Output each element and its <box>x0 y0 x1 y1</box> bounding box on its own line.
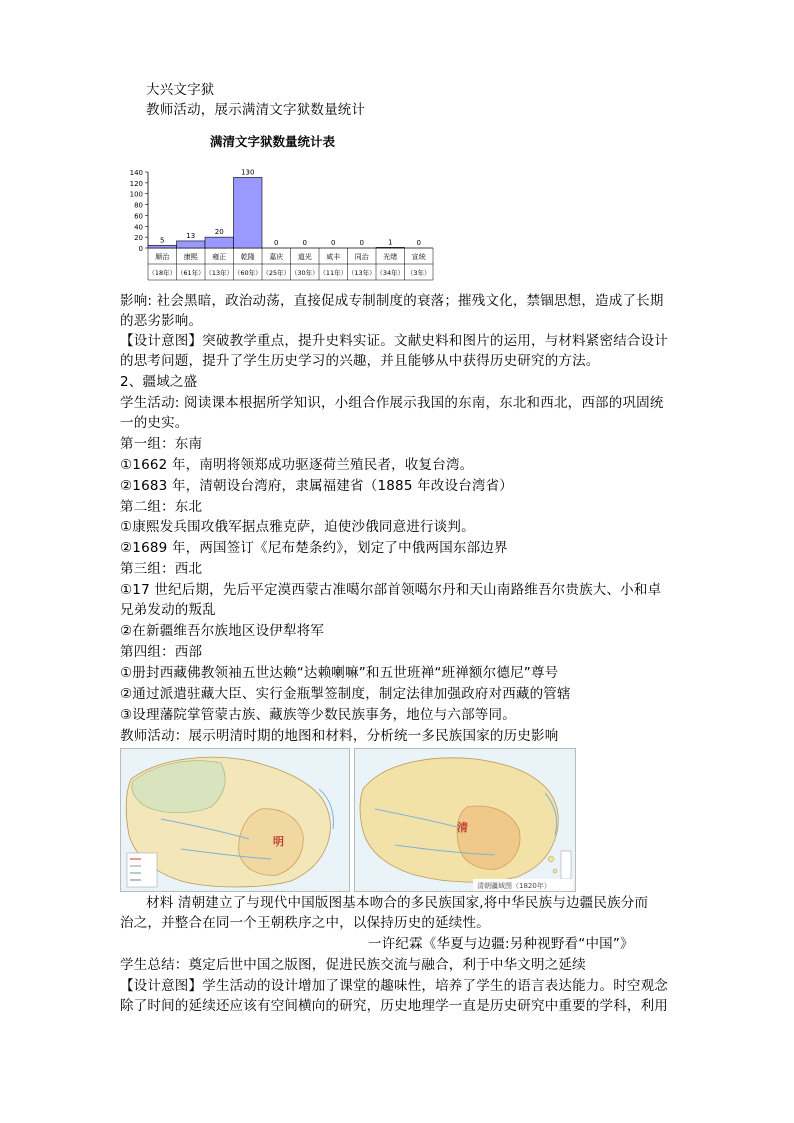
group-3-item-2: ②在新疆维吾尔族地区设伊犁将军 <box>120 623 325 639</box>
material-citation: 一许纪霖《华夏与边疆:另种视野看“中国”》 <box>368 936 634 952</box>
ming-label: 明 <box>273 835 284 848</box>
y-tick-label-1: 20 <box>134 234 143 243</box>
group-2-heading: 第二组：东北 <box>120 499 203 515</box>
data-label-道光: 0 <box>302 239 307 247</box>
student-summary: 学生总结：奠定后世中国之版图，促进民族交流与融合，利于中华文明之延续 <box>120 957 586 973</box>
design-intent-2: 【设计意图】学生活动的设计增加了课堂的趣味性，培养了学生的语言表达能力。时空观念 <box>120 978 668 994</box>
duration-label-3: （60年） <box>233 269 262 277</box>
qing-label: 清 <box>457 821 468 834</box>
teacher-activity-1: 教师活动，展示满清文字狱数量统计 <box>146 102 366 118</box>
duration-label-2: （13年） <box>205 269 234 277</box>
y-tick-label-0: 0 <box>138 245 143 253</box>
category-label-4: 嘉庆 <box>269 253 284 261</box>
duration-label-6: （11年） <box>319 269 348 277</box>
group-3-item-1-cont: 兄弟发动的叛乱 <box>120 602 216 618</box>
bar-光绪 <box>376 247 405 248</box>
bar-顺治 <box>148 245 177 248</box>
category-label-9: 宣统 <box>411 253 426 261</box>
ming-map <box>120 748 350 892</box>
data-label-咸丰: 0 <box>331 239 336 247</box>
paragraph-influence: 影响: 社会黑暗，政治动荡，直接促成专制制度的衰落；摧残文化，禁锢思想，造成了长期 <box>120 293 664 309</box>
section-heading-territory: 2、疆域之盛 <box>120 374 198 390</box>
duration-label-5: （30年） <box>290 269 319 277</box>
group-1-heading: 第一组：东南 <box>120 436 203 452</box>
y-tick-label-3: 60 <box>134 212 143 221</box>
data-label-嘉庆: 0 <box>274 239 279 247</box>
data-label-光绪: 1 <box>388 238 393 247</box>
group-2-item-2: ②1689 年，两国签订《尼布楚条约》，划定了中俄两国东部边界 <box>120 540 508 556</box>
group-3-heading: 第三组：西北 <box>120 561 203 577</box>
bar-乾隆 <box>234 177 263 248</box>
material-text-cont: 治之，并整合在同一个王朝秩序之中，以保持历史的延续性。 <box>120 915 490 931</box>
duration-label-8: （34年） <box>376 269 405 277</box>
data-label-雍正: 20 <box>214 228 224 237</box>
y-tick-label-6: 120 <box>129 179 143 188</box>
duration-label-4: （25年） <box>262 269 291 277</box>
design-intent-1-cont: 的思考问题，提升了学生历史学习的兴趣，并且能够从中获得历史研究的方法。 <box>120 353 600 369</box>
category-label-2: 雍正 <box>212 253 227 261</box>
category-label-1: 康熙 <box>183 253 198 261</box>
duration-label-9: （3年） <box>406 269 431 277</box>
data-label-宣统: 0 <box>416 239 421 247</box>
duration-label-1: （61年） <box>176 269 205 277</box>
design-intent-2-cont: 除了时间的延续还应该有空间横向的研究，历史地理学一直是历史研究中重要的学科，利用 <box>120 998 668 1014</box>
group-4-heading: 第四组：西部 <box>120 644 203 660</box>
data-label-同治: 0 <box>359 239 364 247</box>
group-4-item-2: ②通过派遣驻藏大臣、实行金瓶掣签制度，制定法律加强政府对西藏的管辖 <box>120 686 571 702</box>
data-label-顺治: 5 <box>160 236 165 245</box>
duration-label-7: （13年） <box>347 269 376 277</box>
category-label-6: 咸丰 <box>326 253 341 261</box>
group-4-item-3: ③设理藩院掌管蒙古族、藏族等少数民族事务，地位与六部等同。 <box>120 707 516 723</box>
student-activity-cont: 一的史实。 <box>120 415 189 431</box>
teacher-activity-2: 教师活动：展示明清时期的地图和材料，分析统一多民族国家的历史影响 <box>120 728 559 744</box>
qing-map <box>354 748 576 892</box>
group-3-item-1: ①17 世纪后期，先后平定漠西蒙古准噶尔部首领噶尔丹和天山南路维吾尔贵族大、小和卓 <box>120 582 662 598</box>
heading-wenziyu: 大兴文字狱 <box>146 82 215 98</box>
bar-雍正 <box>205 237 234 248</box>
y-tick-label-2: 40 <box>134 223 143 232</box>
qing-map-caption: 清朝疆域图（1820年） <box>477 882 551 890</box>
student-activity: 学生活动: 阅读课本根据所学知识，小组合作展示我国的东南，东北和西北，西部的巩固统 <box>120 395 664 411</box>
category-label-7: 同治 <box>354 253 369 261</box>
data-label-乾隆: 130 <box>241 168 255 177</box>
group-1-item-2: ②1683 年，清朝设台湾府，隶属福建省（1885 年改设台湾省） <box>120 478 513 494</box>
design-intent-1: 【设计意图】突破教学重点，提升史料实证。文献史料和图片的运用，与材料紧密结合设计 <box>120 333 668 349</box>
bar-康熙 <box>177 241 206 248</box>
data-label-康熙: 13 <box>186 231 196 240</box>
y-tick-label-4: 80 <box>134 201 143 210</box>
group-4-item-1: ①册封西藏佛教领袖五世达赖“达赖喇嘛”和五世班禅“班禅额尔德尼”尊号 <box>120 665 559 681</box>
material-text: 材料 清朝建立了与现代中国版图基本吻合的多民族国家,将中华民族与边疆民族分而 <box>146 895 649 911</box>
y-tick-label-7: 140 <box>129 169 143 177</box>
category-label-0: 顺治 <box>155 253 170 261</box>
chart-title: 满清文字狱数量统计表 <box>210 134 336 149</box>
category-label-3: 乾隆 <box>240 253 255 261</box>
category-label-5: 道光 <box>297 253 312 261</box>
paragraph-influence-cont: 的恶劣影响。 <box>120 313 203 329</box>
group-2-item-1: ①康熙发兵围攻俄军据点雅克萨，迫使沙俄同意进行谈判。 <box>120 519 475 535</box>
category-label-8: 光绪 <box>383 253 398 261</box>
bar-chart <box>118 160 438 285</box>
group-1-item-1: ①1662 年，南明将领郑成功驱逐荷兰殖民者，收复台湾。 <box>120 457 474 473</box>
duration-label-0: （18年） <box>148 269 177 277</box>
y-tick-label-5: 100 <box>129 190 143 199</box>
